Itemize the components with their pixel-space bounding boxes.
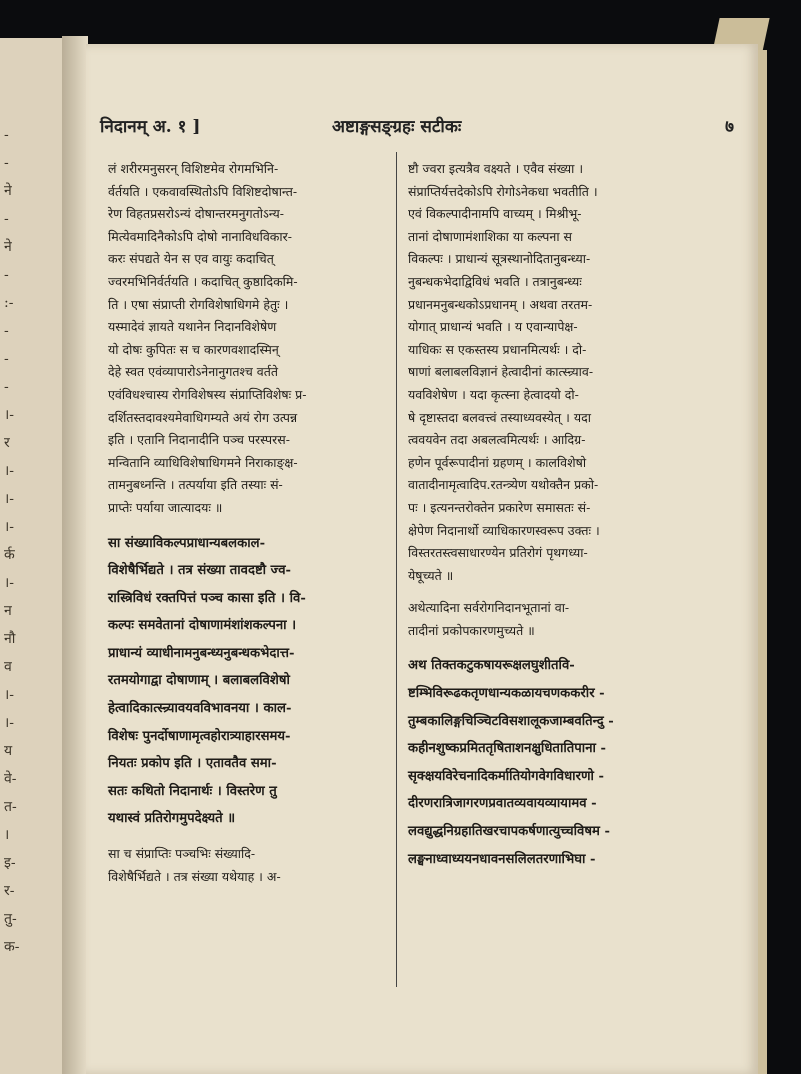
left-page-fragment: वे- [4, 771, 17, 787]
left-page-fragment: ने [4, 239, 12, 255]
left-page-fragment: क- [4, 939, 20, 955]
left-page-edge [0, 38, 64, 1074]
commentary-paragraph: सा च संप्राप्तिः पञ्चभिः संख्यादि- विशेषैर्भिद्यते । तत्र संख्या यथेयाह । अ- [108, 846, 281, 884]
left-page-fragment: । [4, 827, 10, 843]
left-page-fragment: ।- [4, 491, 15, 507]
book-page [86, 44, 758, 1074]
left-page-fragment: - [4, 211, 9, 227]
left-page-fragment: - [4, 379, 9, 395]
left-page-fragment: व [4, 659, 12, 675]
page-number: ७ [725, 117, 734, 137]
left-page-fragment: इ- [4, 855, 16, 871]
left-page-fragment: ।- [4, 519, 15, 535]
commentary-paragraph: ष्टौ ज्वरा इत्यत्रैव वक्ष्यते । एवैव संख्या । संप्राप्तिर्यत्तदेकोऽपि रोगोऽनेकधा भवतीति । एवं विकल्पादीनामपि वाच्यम् । मिश्रीभू- तानां दोषाणामंशाशिका या कल्पना स विकल्पः । प्राधान्यं सूत्रस्थानोदितानुबन्ध्या- नुबन्धकभेदाद्विविधं भवति । तत्रानुबन्ध्यः प्रधानमनुबन्धकोऽप्रधानम् । अथवा तरतम- योगात् प्राधान्यं भवति । य एवान्यापेक्ष- याधिकः स एकस्तस्य प्रधानमित्यर्थः । दो- षाणां बलाबलविज्ञानं हेत्वादीनां कात्स्न्र्याव- यवविशेषेण । यदा कृत्स्ना हेत्वादयो दो- षे दृष्टास्तदा बलवत्त्वं तस्याध्यवस्येत् । यदा त्ववयवेन तदा अबलत्वमित्यर्थः । आदिग्र- हणेन पूर्वरूपादीनां ग्रहणम् । कालविशेषो वातादीनामृत्वादिप.रतन्त्र्येण यथोक्तैन प्रको- पः । इत्यनन्तरोक्तेन प्रकारेण समासतः सं- क्षेपेण निदानार्थो व्याधिकारणस्वरूप उक्तः । विस्तरतस्त्वसाधारण्येन प्रतिरोगं पृथगध्या- येषूच्यते ॥ [408, 161, 600, 583]
left-page-fragment: ।- [4, 463, 15, 479]
left-page-fragment: - [4, 267, 9, 283]
verse-paragraph: अथ तिक्तकटुकषायरूक्षलघुशीतवि- ष्टम्भिविरूढकतृणधान्यकळायचणककरीर - तुम्बकालिङ्गचिञ्चिटविसशालूकजाम्बवतिन्दु - कहीनशुष्कप्रमिततृषिताशनक्षुधितातिपाना - सृक्क्षयविरेचनादिकर्मातियोगवेगविधारणो - दीरणरात्रिजागरणप्रवातव्यवायव्यायामव - लवद्युद्धनिग्रहातिखरचापकर्षणात्युच्चविषम - लङ्घनाध्वाध्ययनधावनसलिलतरणाभिघा - [408, 658, 614, 867]
left-page-fragment: - [4, 127, 9, 143]
left-page-fragment: - [4, 323, 9, 339]
left-page-fragment: न [4, 603, 12, 619]
left-page-fragment: ।- [4, 407, 15, 423]
verse-paragraph: सा संख्याविकल्पप्राधान्यबलकाल- विशेषैर्भिद्यते । तत्र संख्या तावदष्टौ ज्व- रास्त्रिविधं रक्तपित्तं पञ्च कासा इति । वि- कल्पः समवेतानां दोषाणामंशांशकल्पना । प्राधान्यं व्याधीनामनुबन्ध्यनुबन्धकभेदात्त- रतमयोगाद्वा दोषाणाम् । बलाबलविशेषो हेत्वादिकात्स्न्र्यावयवविभावनया । काल- विशेषः पुनर्दोषाणामृत्वहोरात्र्याहारसमय- नियतः प्रकोप इति । एतावतैव समा- सतः कथितो निदानार्थः । विस्तरेण तु यथास्वं प्रतिरोगमुपदेक्ष्यते ॥ [108, 535, 306, 827]
chapter-reference: निदानम् अ. १ ] [100, 117, 201, 137]
left-page-fragment: ।- [4, 575, 15, 591]
book-gutter [62, 36, 88, 1074]
book-title: अष्टाङ्गसङ्ग्रहः सटीकः [332, 117, 462, 137]
column-divider [396, 152, 397, 987]
left-page-fragment: र्क [4, 547, 15, 563]
left-page-fragment: :- [4, 295, 14, 311]
left-page-fragment: - [4, 351, 9, 367]
commentary-paragraph: लं शरीरमनुसरन् विशिष्टमेव रोगमभिनि- र्वर्तयति । एकवावस्थितोऽपि विशिष्टदोषान्त- रेण विहतप्रसरोऽन्यं दोषान्तरमनुगतोऽन्य- मित्येवमादिनैकोऽपि दोषो नानाविधविकार- करः संपद्यते येन स एव वायुः कदाचित् ज्वरमभिनिर्वर्तयति । कदाचित् कुष्ठादिकमि- ति । एषा संप्राप्ती रोगविशेषाधिगमे हेतुः । यस्मादेवं ज्ञायते यथानेन निदानविशेषेण यो दोषः कुपितः स च कारणवशादस्मिन् देहे स्वत एवंव्यापारोऽनेनानुगतश्च वर्तते एवंविधश्चास्य रोगविशेषस्य संप्राप्तिविशेषः प्र- दर्शितस्तदावश्यमेवाधिगम्यते अयं रोग उत्पन्न इति । एतानि निदानादीनि पञ्च परस्परस- मन्वितानि व्याधिविशेषाधिगमने निराकाङ्क्ष- तामनुबध्नन्ति । तत्पर्याया इति तस्याः सं- प्राप्तेः पर्याया जात्यादयः ॥ [108, 161, 307, 515]
page-stack-edge [758, 50, 767, 1074]
left-column [108, 158, 380, 888]
left-page-fragment: र [4, 435, 10, 451]
commentary-paragraph: अथेत्यादिना सर्वरोगनिदानभूतानां वा- तादीनां प्रकोपकारणमुच्यते ॥ [408, 600, 570, 638]
left-page-fragment: तु- [4, 911, 17, 927]
left-page-fragment: - [4, 155, 9, 171]
right-column [408, 158, 742, 873]
left-page-fragment: र- [4, 883, 15, 899]
left-page-fragment: त- [4, 799, 17, 815]
left-page-fragment: ने [4, 183, 12, 199]
left-page-fragment: ।- [4, 687, 15, 703]
left-page-fragment: ।- [4, 715, 15, 731]
running-header [86, 114, 758, 144]
left-page-fragment: नौ [4, 631, 16, 647]
left-page-fragment: य [4, 743, 13, 759]
